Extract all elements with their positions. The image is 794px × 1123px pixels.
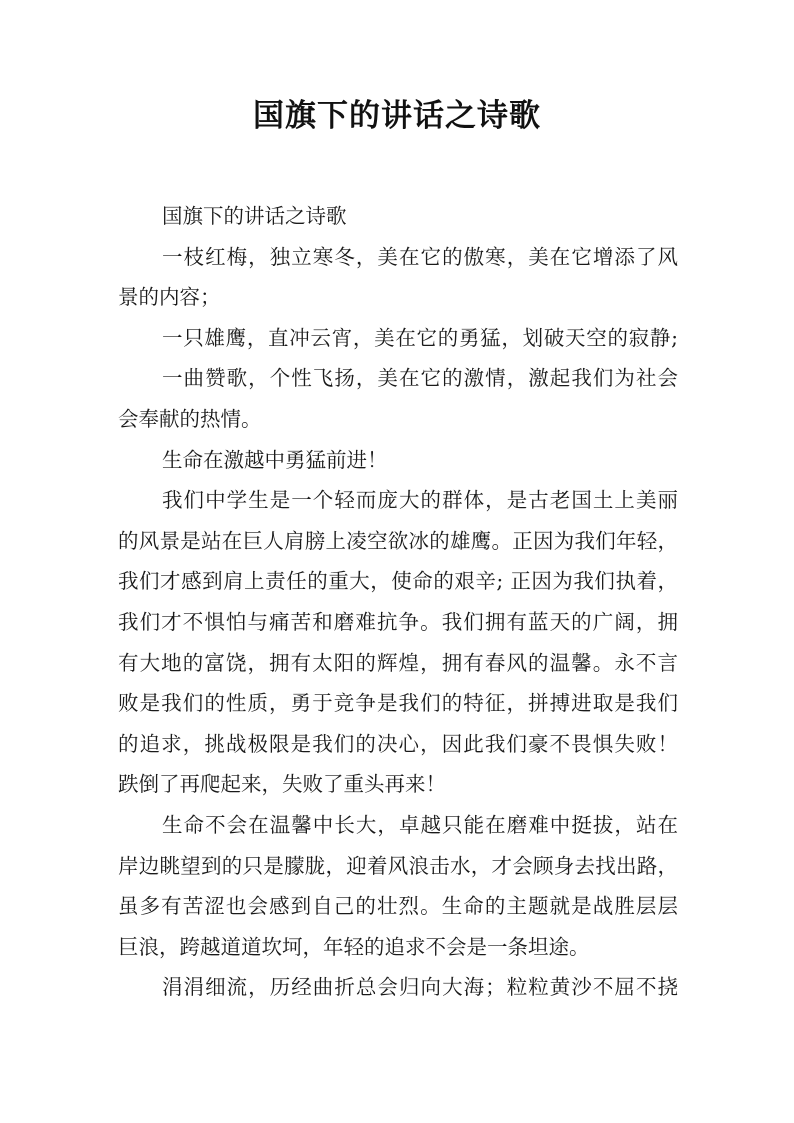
- body-line: 我们才不惧怕与痛苦和磨难抗争。我们拥有蓝天的广阔，拥: [118, 609, 678, 634]
- body-line: 我们中学生是一个轻而庞大的群体，是古老国土上美丽: [162, 488, 678, 513]
- body-line: 的追求，挑战极限是我们的决心，因此我们豪不畏惧失败！: [118, 731, 678, 756]
- body-line: 跌倒了再爬起来，失败了重头再来！: [118, 772, 446, 797]
- body-line: 虽多有苦涩也会感到自己的壮烈。生命的主题就是战胜层层: [118, 894, 678, 919]
- document-title: 国旗下的讲话之诗歌: [253, 98, 541, 134]
- body-line: 一只雄鹰，直冲云宵，美在它的勇猛，划破天空的寂静;: [162, 325, 678, 350]
- body-line: 景的内容；: [118, 285, 221, 310]
- body-line: 国旗下的讲话之诗歌: [162, 204, 347, 228]
- body-line: 败是我们的性质，勇于竞争是我们的特征，拼搏进取是我们: [118, 691, 678, 716]
- body-line: 会奉献的热情。: [118, 406, 262, 431]
- body-line: 岸边眺望到的只是朦胧，迎着风浪击水，才会顾身去找出路，: [118, 853, 678, 878]
- body-line: 生命在激越中勇猛前进！: [162, 447, 388, 472]
- document-body: [118, 196, 678, 1008]
- body-line: 一曲赞歌，个性飞扬，美在它的激情，激起我们为社会: [162, 366, 678, 391]
- body-line: 有大地的富饶，拥有太阳的辉煌，拥有春风的温馨。永不言: [118, 650, 678, 675]
- body-line: 生命不会在温馨中长大，卓越只能在磨难中挺拔，站在: [162, 812, 678, 837]
- body-line: 我们才感到肩上责任的重大，使命的艰辛; 正因为我们执着，: [118, 569, 678, 594]
- body-line: 涓涓细流，历经曲折总会归向大海；粒粒黄沙不屈不挠: [162, 975, 678, 1000]
- body-line: 一枝红梅，独立寒冬，美在它的傲寒，美在它增添了风: [162, 244, 678, 269]
- body-line: 巨浪，跨越道道坎坷，年轻的追求不会是一条坦途。: [118, 934, 590, 959]
- body-line: 的风景是站在巨人肩膀上凌空欲冰的雄鹰。正因为我们年轻，: [118, 528, 678, 553]
